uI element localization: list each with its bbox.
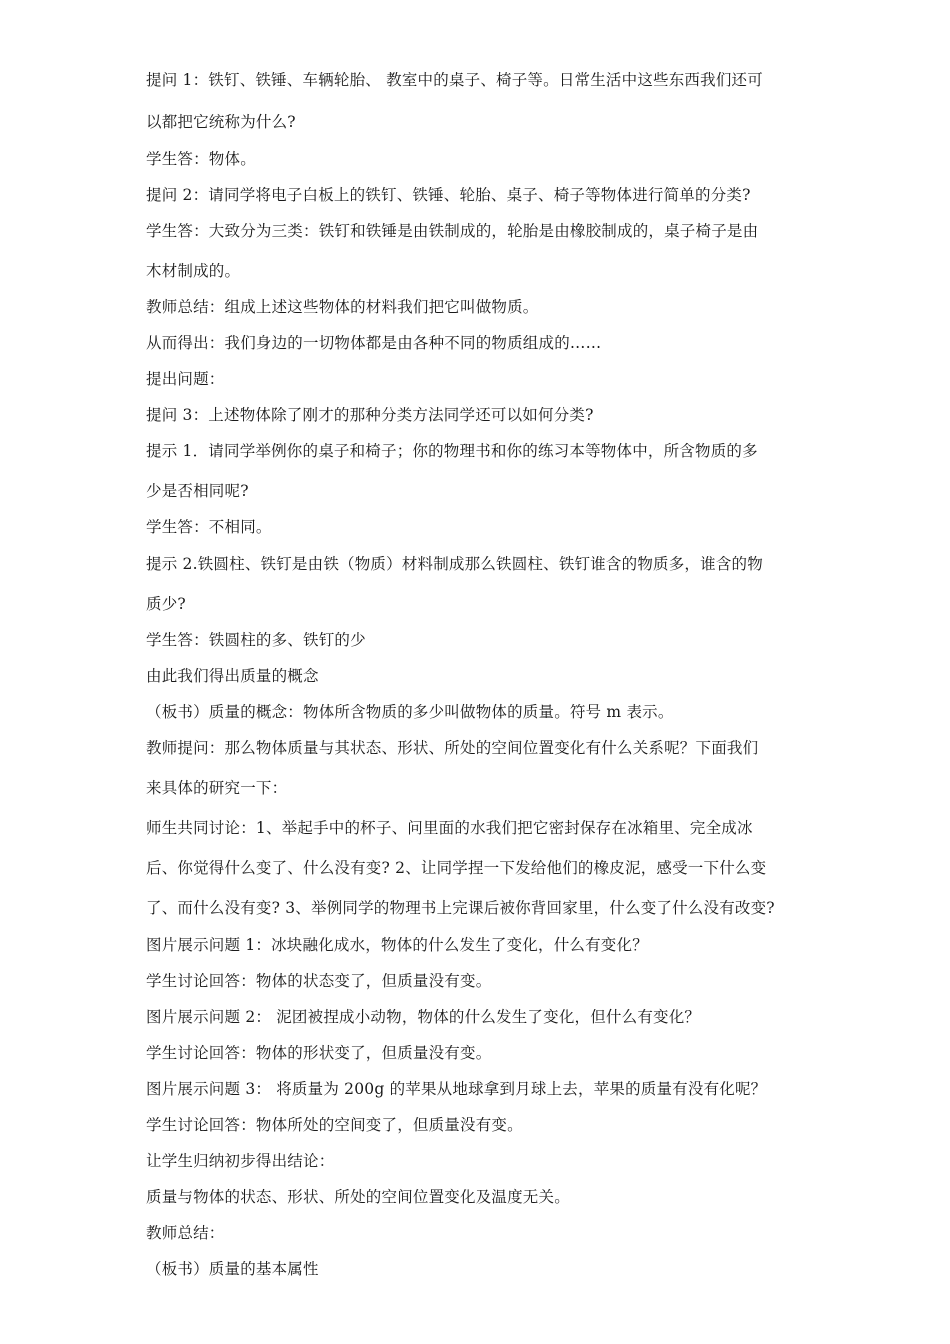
text-line: （板书）质量的基本属性 — [146, 1260, 319, 1278]
text-line: 学生讨论回答：物体的状态变了，但质量没有变。 — [146, 972, 492, 990]
text-line: 图片展示问题 2： 泥团被捏成小动物，物体的什么发生了变化，但什么有变化？ — [146, 1008, 701, 1026]
text-line: 提示 1．请同学举例你的桌子和椅子；你的物理书和你的练习本等物体中，所含物质的多 — [146, 442, 758, 460]
text-line: 教师总结： — [146, 1224, 225, 1242]
text-line: 提示 2.铁圆柱、铁钉是由铁（物质）材料制成那么铁圆柱、铁钉谁含的物质多，谁含的物 — [146, 555, 763, 573]
text-line: 提问 1：铁钉、铁锤、车辆轮胎、 教室中的桌子、椅子等。日常生活中这些东西我们还可 — [146, 71, 763, 89]
text-line: 学生答：铁圆柱的多、铁钉的少 — [146, 631, 366, 649]
text-line: 学生讨论回答：物体的形状变了，但质量没有变。 — [146, 1044, 492, 1062]
text-line: 提问 2：请同学将电子白板上的铁钉、铁锤、轮胎、桌子、椅子等物体进行简单的分类? — [146, 186, 751, 204]
text-line: 木材制成的。 — [146, 262, 241, 280]
text-line: 师生共同讨论：1、举起手中的杯子、问里面的水我们把它密封保存在冰箱里、完全成冰 — [146, 819, 753, 837]
text-line: 质量与物体的状态、形状、所处的空间位置变化及温度无关。 — [146, 1188, 570, 1206]
text-line: 提问 3：上述物体除了刚才的那种分类方法同学还可以如何分类? — [146, 406, 594, 424]
text-line: 从而得出：我们身边的一切物体都是由各种不同的物质组成的…… — [146, 334, 602, 352]
text-line: 学生答：大致分为三类：铁钉和铁锤是由铁制成的，轮胎是由橡胶制成的，桌子椅子是由 — [146, 222, 759, 240]
text-line: 提出问题： — [146, 370, 225, 388]
text-line: 图片展示问题 3： 将质量为 200g 的苹果从地球拿到月球上去，苹果的质量有没有化呢？ — [146, 1080, 767, 1098]
text-line: 了、而什么没有变? 3、举例同学的物理书上完课后被你背回家里，什么变了什么没有改变? — [146, 899, 775, 917]
text-line: 学生讨论回答：物体所处的空间变了，但质量没有变。 — [146, 1116, 523, 1134]
text-line: 由此我们得出质量的概念 — [146, 667, 319, 685]
text-line: 让学生归纳初步得出结论： — [146, 1152, 335, 1170]
text-line: 来具体的研究一下： — [146, 779, 288, 797]
text-line: 图片展示问题 1：冰块融化成水，物体的什么发生了变化，什么有变化？ — [146, 936, 648, 954]
text-line: 学生答：物体。 — [146, 150, 256, 168]
text-line: 后、你觉得什么变了、什么没有变? 2、让同学捏一下发给他们的橡皮泥，感受一下什么变 — [146, 859, 767, 877]
text-line: 教师总结：组成上述这些物体的材料我们把它叫做物质。 — [146, 298, 539, 316]
text-line: 少是否相同呢? — [146, 482, 249, 500]
text-line: （板书）质量的概念：物体所含物质的多少叫做物体的质量。符号 m 表示。 — [146, 703, 674, 721]
text-line: 以都把它统称为什么? — [146, 113, 296, 131]
text-line: 学生答：不相同。 — [146, 518, 272, 536]
text-line: 质少? — [146, 595, 186, 613]
text-line: 教师提问：那么物体质量与其状态、形状、所处的空间位置变化有什么关系呢？下面我们 — [146, 739, 759, 757]
